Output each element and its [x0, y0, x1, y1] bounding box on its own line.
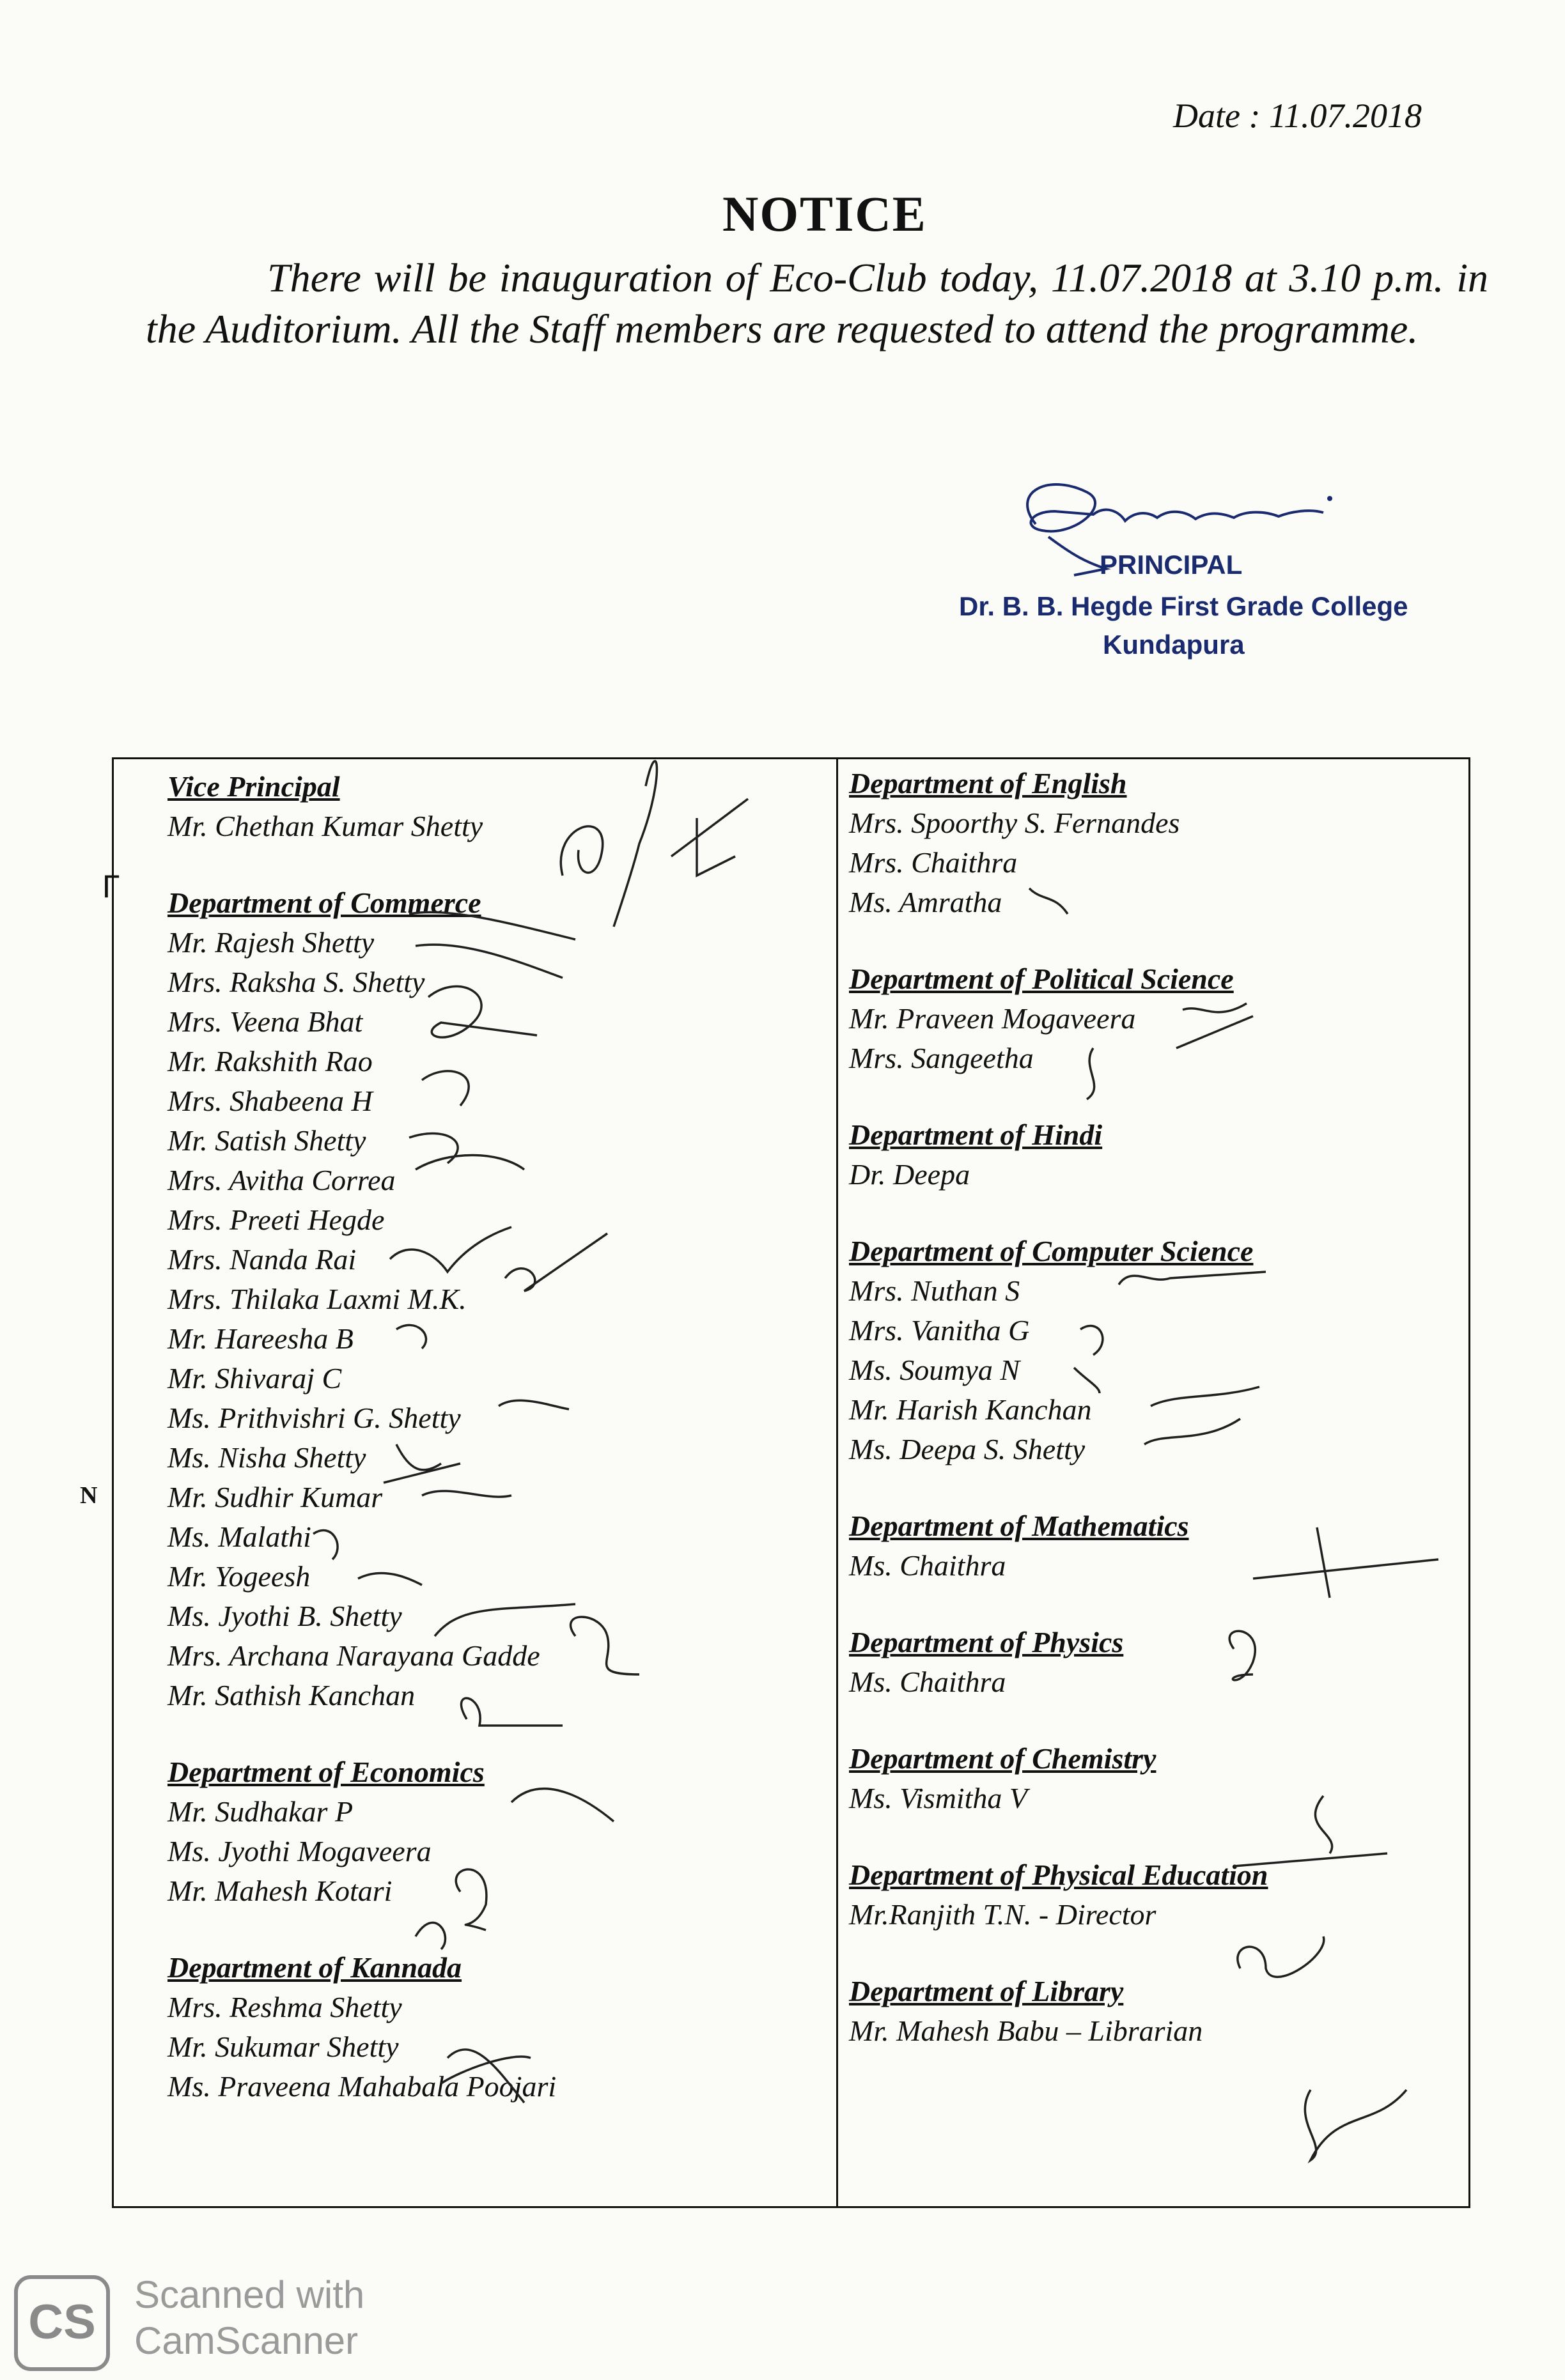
department-heading: Department of Mathematics [849, 1510, 1189, 1542]
staff-member: Mr. Rajesh Shetty [167, 926, 375, 959]
staff-member: Mr. Sudhir Kumar [167, 1481, 383, 1513]
principal-place: Kundapura [1103, 630, 1245, 660]
staff-member: Ms. Nisha Shetty [167, 1441, 366, 1474]
staff-member: Ms. Deepa S. Shetty [849, 1433, 1086, 1465]
staff-member: Mrs. Preeti Hegde [167, 1203, 385, 1236]
department-heading: Department of Kannada [167, 1951, 462, 1984]
staff-member: Mr. Shivaraj C [167, 1362, 342, 1395]
notice-title: NOTICE [722, 186, 927, 242]
staff-member: Mr. Hareesha B [167, 1322, 354, 1355]
department-heading: Department of English [849, 767, 1127, 800]
staff-member: Mrs. Nuthan S [849, 1274, 1020, 1307]
staff-member: Mrs. Nanda Rai [167, 1243, 357, 1276]
staff-member: Ms. Chaithra [849, 1665, 1006, 1698]
camscanner-line2: CamScanner [134, 2319, 359, 2362]
staff-member: Mrs. Sangeetha [849, 1042, 1034, 1074]
principal-college: Dr. B. B. Hegde First Grade College [959, 591, 1408, 621]
staff-member: Mrs. Chaithra [849, 846, 1018, 879]
staff-member: Ms. Soumya N [849, 1354, 1020, 1386]
department-heading: Department of Physics [849, 1626, 1124, 1658]
notice-body-text: There will be inauguration of Eco-Club today, 11.07.2018 at 3.10 p.m. in the Auditorium. All the Staff members are requested to attend the programme. [146, 255, 1488, 352]
notice-date: Date : 11.07.2018 [1173, 97, 1422, 135]
staff-member: Mrs. Thilaka Laxmi M.K. [167, 1283, 467, 1315]
staff-member: Ms. Vismitha V [849, 1782, 1027, 1814]
staff-member: Mr. Rakshith Rao [167, 1045, 373, 1078]
department-heading: Department of Hindi [849, 1118, 1103, 1151]
staff-member: Mr. Harish Kanchan [849, 1393, 1092, 1426]
staff-member: Mr. Mahesh Kotari [167, 1874, 393, 1907]
staff-member: Dr. Deepa [849, 1158, 970, 1191]
staff-member: Ms. Praveena Mahabala Poojari [167, 2070, 557, 2103]
staff-member: Mrs. Spoorthy S. Fernandes [849, 807, 1180, 839]
department-heading: Department of Commerce [167, 886, 481, 919]
camscanner-logo: CS [14, 2275, 110, 2371]
margin-mark-r: Γ [102, 869, 120, 904]
department-heading: Department of Economics [167, 1756, 485, 1788]
department-heading: Department of Physical Education [849, 1858, 1268, 1891]
staff-member: Mr.Ranjith T.N. - Director [849, 1898, 1156, 1931]
staff-member: Mr. Chethan Kumar Shetty [167, 810, 483, 842]
staff-member: Mrs. Vanitha G [849, 1314, 1030, 1347]
staff-member: Ms. Prithvishri G. Shetty [167, 1402, 461, 1434]
staff-member: Mr. Sathish Kanchan [167, 1679, 416, 1712]
staff-member: Mr. Satish Shetty [167, 1124, 366, 1157]
staff-member: Ms. Jyothi Mogaveera [167, 1835, 432, 1867]
staff-member: Ms. Amratha [849, 886, 1002, 918]
staff-member: Ms. Malathi [167, 1520, 311, 1553]
camscanner-line1: Scanned with [134, 2273, 365, 2316]
staff-member: Mr. Sukumar Shetty [167, 2030, 399, 2063]
staff-member: Mr. Mahesh Babu – Librarian [849, 2014, 1203, 2047]
margin-mark-n: N [80, 1482, 98, 1509]
staff-member: Mrs. Shabeena H [167, 1085, 373, 1117]
department-heading: Department of Library [849, 1975, 1124, 2007]
camscanner-watermark [134, 2272, 364, 2364]
staff-member: Mr. Yogeesh [167, 1560, 311, 1593]
staff-member: Mrs. Raksha S. Shetty [167, 966, 425, 998]
department-heading: Department of Political Science [849, 962, 1234, 995]
staff-member: Ms. Chaithra [849, 1549, 1006, 1582]
staff-member: Mrs. Avitha Correa [167, 1164, 396, 1196]
staff-member: Mr. Praveen Mogaveera [849, 1002, 1136, 1035]
department-heading: Department of Computer Science [849, 1235, 1254, 1267]
staff-member: Mrs. Veena Bhat [167, 1005, 363, 1038]
principal-title: PRINCIPAL [1100, 550, 1243, 580]
department-heading: Department of Chemistry [849, 1742, 1156, 1775]
department-heading: Vice Principal [167, 770, 340, 803]
staff-member: Mrs. Archana Narayana Gadde [167, 1639, 540, 1672]
staff-member: Mr. Sudhakar P [167, 1795, 354, 1828]
staff-member: Ms. Jyothi B. Shetty [167, 1600, 402, 1632]
staff-member: Mrs. Reshma Shetty [167, 1991, 402, 2023]
